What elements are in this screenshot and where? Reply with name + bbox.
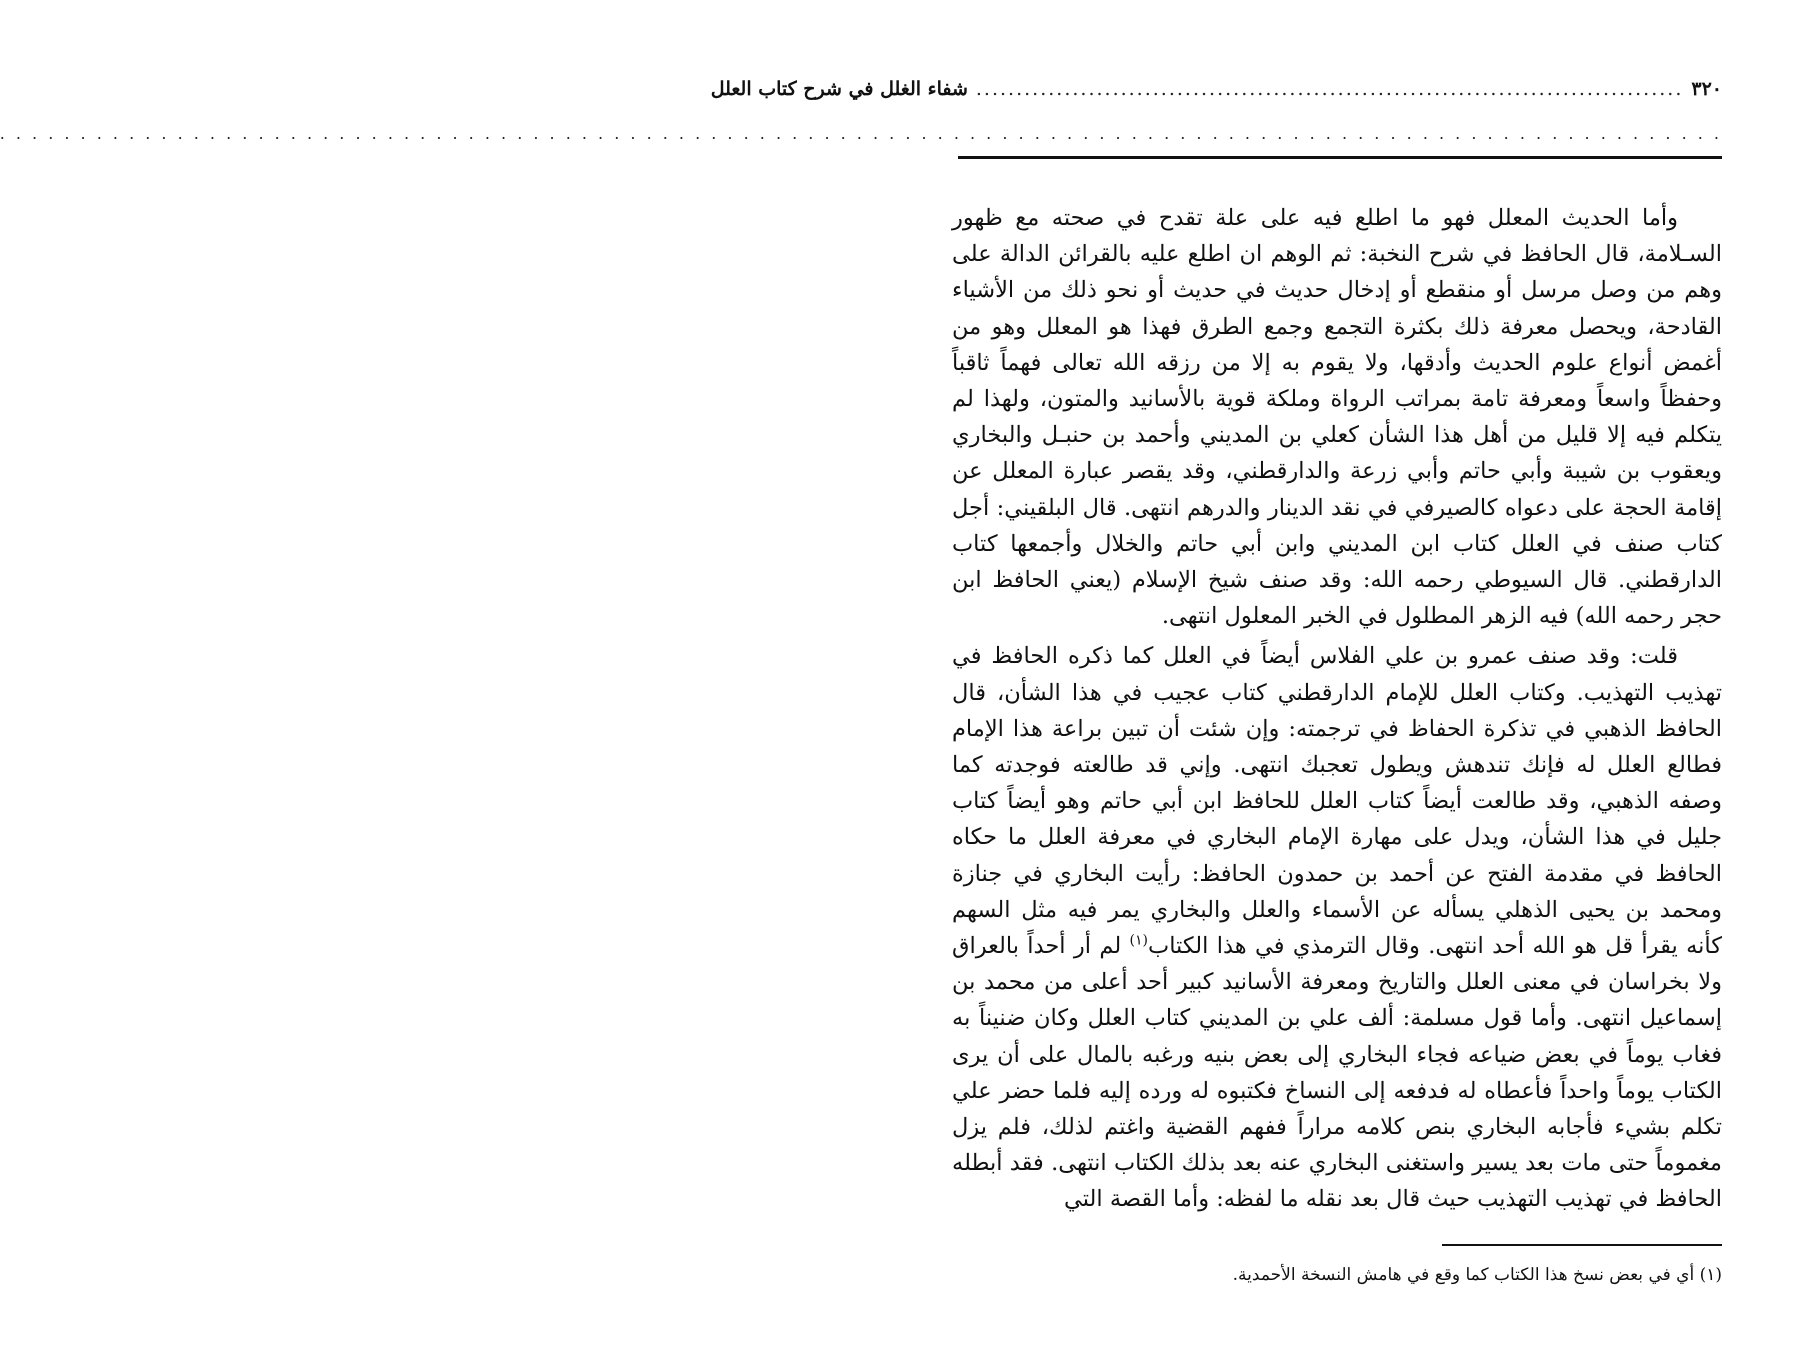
main-text (952, 200, 1722, 1218)
header-leader-dots: ........................................................................................ (975, 78, 1684, 100)
footnote-rule (1442, 1244, 1722, 1246)
header-rule (958, 156, 1722, 159)
paragraph-1: وأما الحديث المعلل فهو ما اطلع فيه على علة تقدح في صحته مع ظهور السـلامة، قال الحافظ في شرح النخبة: ثم الوهم ان اطلع عليه بالقرائن الدالة على وهم من وصل مرسل أو منقطع أو إدخال حديث في حديث أو نحو ذلك من الأشياء القادحة، ويحصل معرفة ذلك بكثرة التجمع وجمع الطرق فهذا هو المعلل وهو من أغمض أنواع علوم الحديث وأدقها، ولا يقوم به إلا من رزقه الله تعالى فهماً ثاقباً وحفظاً واسعاً ومعرفة تامة بمراتب الرواة وملكة قوية بالأسانيد والمتون، ولهذا لم يتكلم فيه إلا قليل من أهل هذا الشأن كعلي بن المديني وأحمد بن حنبـل والبخاري ويعقوب بن شيبة وأبي حاتم وأبي زرعة والدارقطني، وقد يقصر عبارة المعلل عن إقامة الحجة على دعواه كالصيرفي في نقد الدينار والدرهم انتهى. قال البلقيني: أجل كتاب صنف في العلل كتاب ابن المديني وابن أبي حاتم والخلال وأجمعها كتاب الدارقطني. قال السيوطي رحمه الله: وقد صنف شيخ الإسلام (يعني الحافظ ابن حجر رحمه الله) فيه الزهر المطلول في الخبر المعلول انتهى. (952, 205, 1722, 630)
paragraph-2-part-1: قلت: وقد صنف عمرو بن علي الفلاس أيضاً في العلل كما ذكره الحافظ في تهذيب التهذيب. وكتاب العلل للإمام الدارقطني كتاب عجيب في هذا الشأن، قال الحافظ الذهبي في تذكرة الحفاظ في ترجمته: وإن شئت أن تبين براعة هذا الإمام فطالع العلل له فإنك تندهش ويطول تعجبك انتهى. وإني قد طالعته فوجدته كما وصفه الذهبي، وقد طالعت أيضاً كتاب العلل للحافظ ابن أبي حاتم وهو أيضاً كتاب جليل في هذا الشأن، ويدل على مهارة الإمام البخاري في معرفة العلل ما حكاه الحافظ في مقدمة الفتح عن أحمد بن حمدون الحافظ: رأيت البخاري في جنازة ومحمد بن يحيى الذهلي يسأله عن الأسماء والعلل والبخاري يمر فيه مثل السهم كأنه يقرأ قل هو الله أحد انتهى. وقال الترمذي في هذا الكتاب (952, 643, 1722, 960)
paragraph-2 (952, 638, 1722, 1217)
running-header (710, 78, 1722, 118)
book-title: شفاء الغلل في شرح كتاب العلل (710, 78, 968, 100)
footnote-reference[interactable]: (١) (1129, 932, 1149, 949)
footnote: (١) أي في بعض نسخ هذا الكتاب كما وقع في هامش النسخة الأحمدية. (1232, 1265, 1722, 1285)
header-dotted-line: . . . . . . . . . . . . . . . . . . . . . . . . . . . . . . . . . . . . . . . . . . . . . . . . . . . . . . . . . . . . . . . . . . . . . . . . . . . . . . . . . . . . . . . . . . . . . . . . . . . . . . . . . . . (0, 124, 1722, 143)
page-number: ٣٢٠ (1691, 78, 1722, 100)
paragraph-2-part-2: لم أر أحداً بالعراق ولا بخراسان في معنى العلل والتاريخ ومعرفة الأسانيد كبير أحد أعلى من محمد بن إسماعيل انتهى. وأما قول مسلمة: ألف علي بن المديني كتاب العلل وكان ضنيناً به فغاب يوماً في بعض ضياعه فجاء البخاري إلى بعض بنيه ورغبه بالمال على أن يرى الكتاب يوماً واحداً فأعطاه له فدفعه إلى النساخ فكتبوه له ورده إليه فلما حضر علي تكلم بشيء فأجابه البخاري بنص كلامه مراراً ففهم القضية واغتم لذلك، فلم يزل مغموماً حتى مات بعد يسير واستغنى البخاري عنه بعد بذلك الكتاب انتهى. فقد أبطله الحافظ في تهذيب التهذيب حيث قال بعد نقله ما لفظه: وأما القصة التي (952, 933, 1722, 1213)
